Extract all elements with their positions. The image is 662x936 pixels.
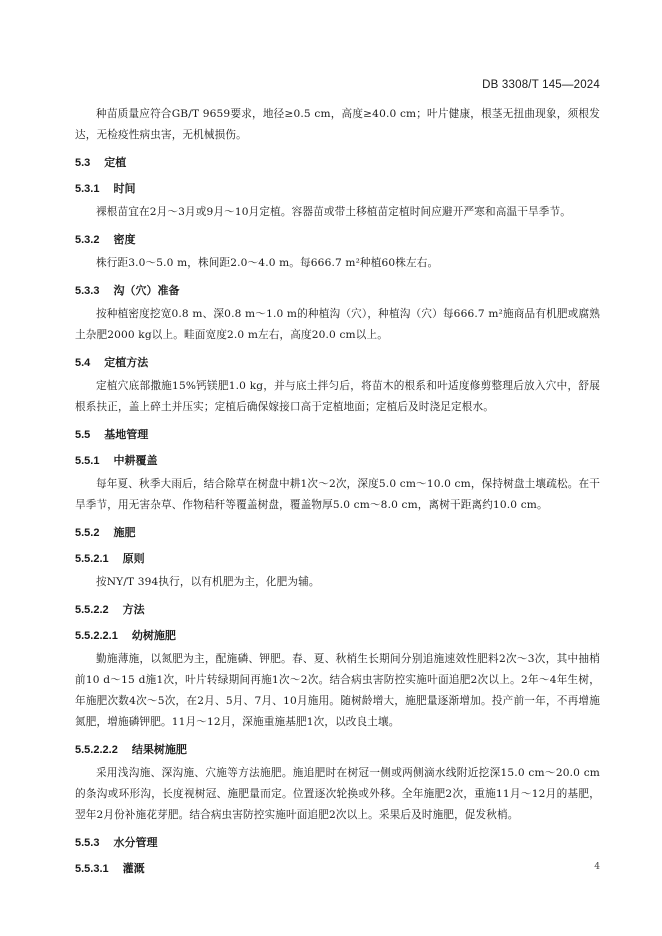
section-number: 5.3.2 bbox=[75, 234, 100, 246]
section-heading bbox=[75, 422, 600, 448]
section-title: 基地管理 bbox=[104, 429, 149, 441]
section-heading bbox=[75, 546, 600, 572]
section-number: 5.5.3 bbox=[75, 837, 100, 849]
section-number: 5.5.3.1 bbox=[75, 863, 109, 875]
body-paragraph: 种苗质量应符合GB/T 9659要求，地径≥0.5 cm，高度≥40.0 cm；叶片健康，根茎无扭曲现象，须根发达，无检疫性病虫害，无机械损伤。 bbox=[75, 108, 600, 141]
section-title: 时间 bbox=[113, 183, 136, 195]
section-number: 5.3.1 bbox=[75, 183, 100, 195]
section-number: 5.5.2.2.2 bbox=[75, 744, 118, 756]
section-number: 5.4 bbox=[75, 357, 91, 369]
section-number: 5.3 bbox=[75, 157, 91, 169]
section-title: 幼树施肥 bbox=[131, 630, 176, 642]
section-title: 密度 bbox=[113, 234, 136, 246]
section-number: 5.3.3 bbox=[75, 285, 100, 297]
section-number: 5.5.2.1 bbox=[75, 553, 109, 565]
section-title: 沟（穴）准备 bbox=[113, 285, 180, 297]
section-number: 5.5.1 bbox=[75, 455, 100, 467]
body-paragraph: 按种植密度挖宽0.8 m、深0.8 m～1.0 m的种植沟（穴），种植沟（穴）每666.7 m²施商品有机肥或腐熟土杂肥2000 kg以上。畦面宽度2.0 m左右，高度20.0 cm以上。 bbox=[75, 308, 600, 341]
section-title: 方法 bbox=[122, 604, 145, 616]
section-number: 5.5.2.2 bbox=[75, 604, 109, 616]
section-title: 结果树施肥 bbox=[131, 744, 187, 756]
section-title: 中耕覆盖 bbox=[113, 455, 158, 467]
section-heading bbox=[75, 227, 600, 253]
section-heading bbox=[75, 623, 600, 649]
body-paragraph: 株行距3.0～5.0 m，株间距2.0～4.0 m。每666.7 m²种植60株左右。 bbox=[96, 257, 439, 269]
section-title: 水分管理 bbox=[113, 837, 158, 849]
section-title: 定植方法 bbox=[104, 357, 149, 369]
section-title: 灌溉 bbox=[122, 863, 145, 875]
section-heading bbox=[75, 737, 600, 763]
document-body bbox=[75, 104, 600, 882]
section-title: 原则 bbox=[122, 553, 145, 565]
body-paragraph: 每年夏、秋季大雨后，结合除草在树盘中耕1次～2次，深度5.0 cm～10.0 cm，保持树盘土壤疏松。在干旱季节，用无害杂草、作物秸秆等覆盖树盘，覆盖物厚5.0 cm～8.0 cm，离树干距离约10.0 cm。 bbox=[75, 478, 600, 511]
section-heading bbox=[75, 150, 600, 176]
section-number: 5.5 bbox=[75, 429, 91, 441]
section-heading bbox=[75, 176, 600, 202]
section-heading bbox=[75, 448, 600, 474]
document-id-header: DB 3308/T 145—2024 bbox=[482, 79, 600, 91]
body-paragraph: 勤施薄施，以氮肥为主，配施磷、钾肥。春、夏、秋梢生长期间分别追施速效性肥料2次～3次，其中抽梢前10 d～15 d施1次，叶片转绿期间再施1次～2次。结合病虫害防控实施叶面追肥2次以上。2年～4年生树，年施肥次数4次～5次，在2月、5月、7月、10月施用。随树龄增大，施肥量逐渐增加。投产前一年，不再增施氮肥，增施磷钾肥。11月～12月，深施重施基肥1次，以改良土壤。 bbox=[75, 653, 600, 728]
page-number: 4 bbox=[594, 862, 600, 872]
section-number: 5.5.2 bbox=[75, 527, 100, 539]
section-heading bbox=[75, 278, 600, 304]
section-heading bbox=[75, 597, 600, 623]
section-heading bbox=[75, 350, 600, 376]
section-title: 施肥 bbox=[113, 527, 136, 539]
section-heading bbox=[75, 520, 600, 546]
body-paragraph: 按NY/T 394执行，以有机肥为主，化肥为辅。 bbox=[96, 576, 320, 588]
section-heading bbox=[75, 856, 600, 882]
body-paragraph: 采用浅沟施、深沟施、穴施等方法施肥。施追肥时在树冠一侧或两侧滴水线附近挖深15.0 cm～20.0 cm的条沟或环形沟，长度视树冠、施肥量而定。位置逐次轮换或外移。全年施肥2次，重施11月～12月的基肥，翌年2月份补施花芽肥。结合病虫害防控实施叶面追肥2次以上。采果后及时施肥，促发秋梢。 bbox=[75, 767, 600, 821]
section-number: 5.5.2.2.1 bbox=[75, 630, 118, 642]
section-title: 定植 bbox=[104, 157, 127, 169]
section-heading bbox=[75, 830, 600, 856]
body-paragraph: 裸根苗宜在2月～3月或9月～10月定植。容器苗或带土移植苗定植时间应避开严寒和高温干旱季节。 bbox=[96, 206, 571, 218]
body-paragraph: 定植穴底部撒施15%钙镁肥1.0 kg，并与底土拌匀后，将苗木的根系和叶适度修剪整理后放入穴中，舒展根系扶正，盖上碎土并压实；定植后确保嫁接口高于定植地面；定植后及时浇足定根水。 bbox=[75, 380, 600, 413]
